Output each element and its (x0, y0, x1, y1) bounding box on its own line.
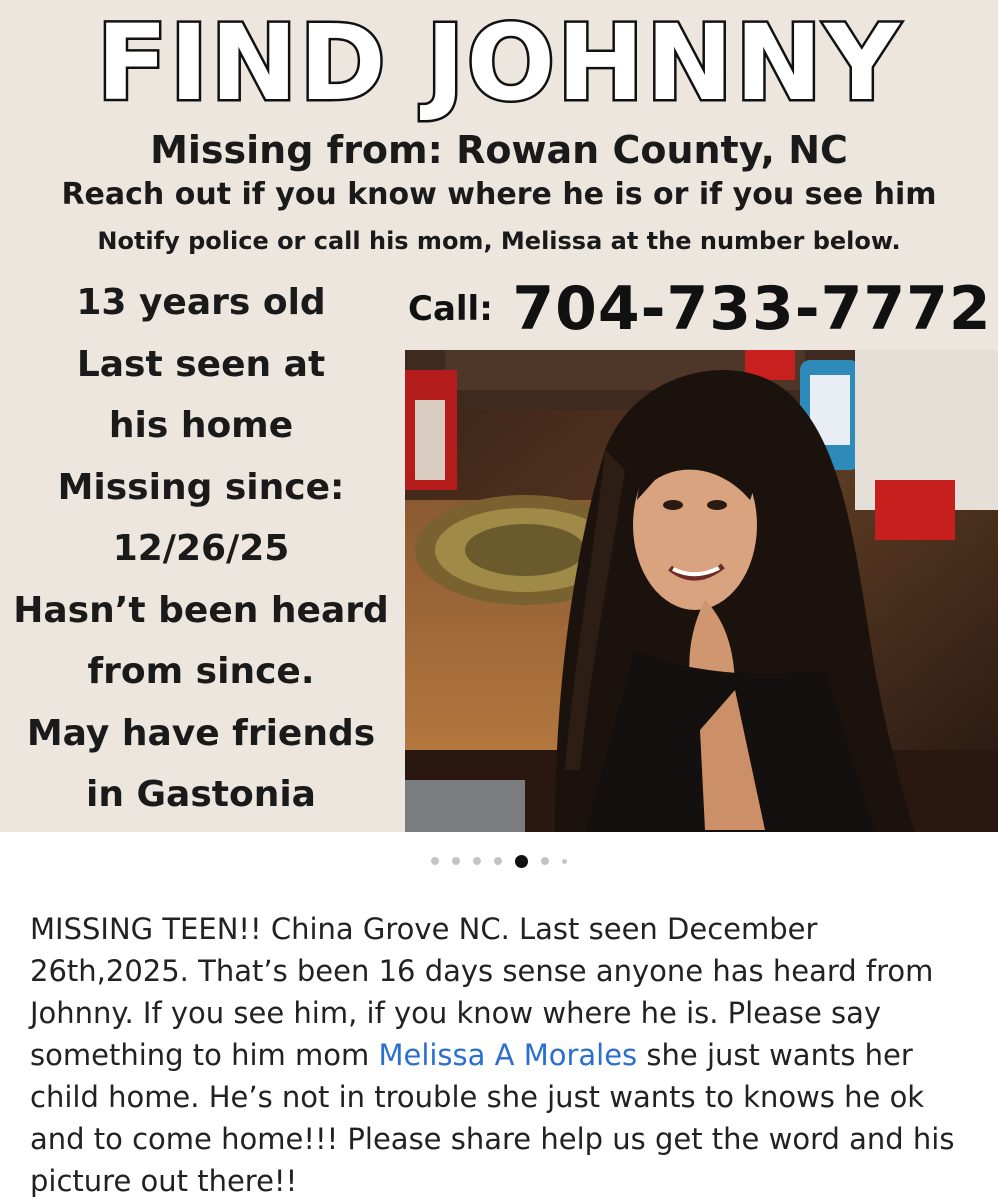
notify-text: Notify police or call his mom, Melissa at the number below. (97, 227, 901, 255)
carousel-dot[interactable] (562, 859, 567, 864)
caption-text-start: MISSING TEEN!! China Grove NC. Last seen December 26th,2025. That’s been 16 days sense anyone has heard from Johnny. If you see him, if you know where he is. Please say something to him mom (30, 912, 934, 1072)
fact-date: 12/26/25 (112, 528, 290, 569)
carousel-dot[interactable] (431, 857, 439, 865)
poster-headline: FIND JOHNNY (96, 2, 902, 124)
facts-list (0, 272, 402, 826)
post-caption (30, 908, 970, 1202)
fact-friends-place: in Gastonia (86, 774, 316, 815)
carousel-dot[interactable] (473, 857, 481, 865)
carousel-dot[interactable] (452, 857, 460, 865)
fact-friends: May have friends (26, 712, 376, 754)
carousel-indicator[interactable] (0, 853, 998, 869)
carousel-dot-active[interactable] (515, 855, 528, 868)
fact-last-seen: Last seen at (76, 343, 326, 385)
carousel-dot[interactable] (541, 857, 549, 865)
missing-from-text: Missing from: Rowan County, NC (150, 128, 848, 172)
caption-text-end: she just wants her child home. He’s not in trouble she just wants to knows he ok and to come home!!! Please share help us get the word and his picture out there!! (30, 1038, 955, 1198)
mentioned-user-link[interactable]: Melissa A Morales (378, 1038, 638, 1072)
fact-missing-since: Missing since: (57, 466, 345, 508)
carousel-dot[interactable] (494, 857, 502, 865)
missing-person-photo (405, 350, 998, 832)
fact-not-heard-cont: from since. (87, 651, 315, 692)
reach-out-text: Reach out if you know where he is or if you see him (61, 177, 937, 212)
call-row (404, 274, 998, 344)
fact-age: 13 years old (76, 282, 326, 323)
fact-not-heard: Hasn’t been heard (13, 589, 389, 631)
call-label: Call: (408, 289, 493, 329)
phone-number[interactable]: 704-733-7772 (512, 274, 992, 344)
fact-last-seen-place: his home (108, 405, 294, 446)
